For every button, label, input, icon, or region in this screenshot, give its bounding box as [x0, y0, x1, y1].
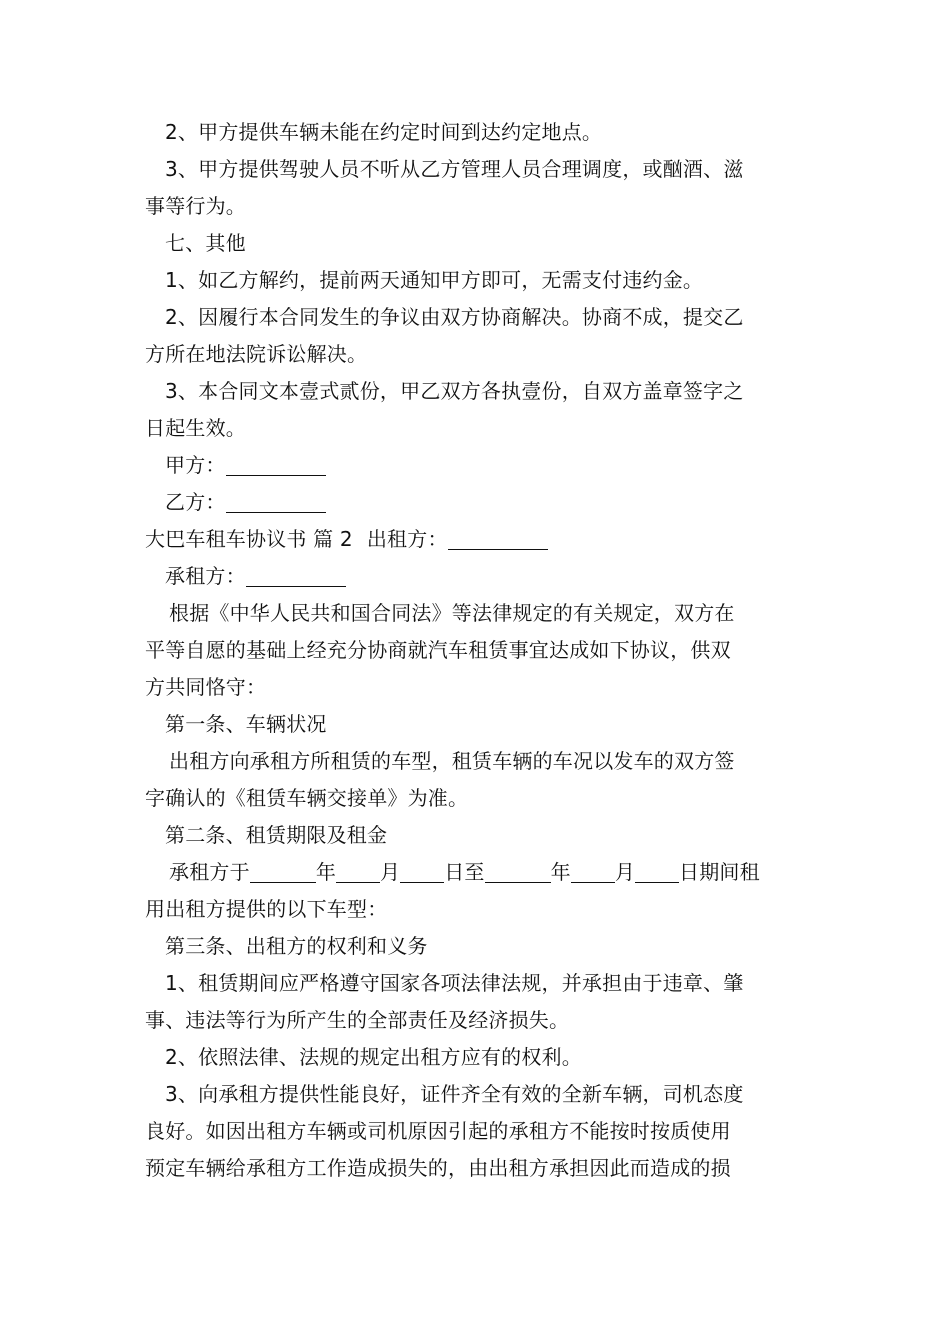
clause-line-continued: 方所在地法院诉讼解决。 — [145, 342, 368, 366]
lease-period-text: 日期间租 — [679, 860, 760, 884]
party-a-label: 甲方： — [165, 453, 226, 477]
paragraph-line: 出租方向承租方所租赁的车型，租赁车辆的车况以发车的双方签 — [169, 749, 735, 773]
clause-line-continued: 事等行为。 — [145, 194, 246, 218]
end-day-blank — [635, 860, 679, 883]
lease-period-text: 年 — [315, 860, 337, 884]
article-heading: 第二条、租赁期限及租金 — [165, 823, 388, 847]
clause-line-continued: 日起生效。 — [145, 416, 246, 440]
clause-line: 2、甲方提供车辆未能在约定时间到达约定地点。 — [165, 120, 603, 144]
article-heading: 第三条、出租方的权利和义务 — [165, 934, 428, 958]
lessee-line — [145, 558, 810, 595]
section-heading-other: 七、其他 — [165, 231, 246, 255]
lease-period-text: 月 — [614, 860, 636, 884]
clause-line-continued: 事、违法等行为所产生的全部责任及经济损失。 — [145, 1008, 570, 1032]
paragraph-line: 字确认的《租赁车辆交接单》为准。 — [145, 786, 469, 810]
end-month-blank — [571, 860, 615, 883]
article-heading: 第一条、车辆状况 — [165, 712, 327, 736]
start-day-blank — [400, 860, 444, 883]
lessee-label: 承租方： — [165, 564, 246, 588]
party-b-blank — [226, 490, 326, 513]
agreement-title: 大巴车租车协议书 篇 2 — [145, 527, 353, 551]
clause-line-continued: 良好。如因出租方车辆或司机原因引起的承租方不能按时按质使用 — [145, 1119, 731, 1143]
clause-line: 2、依照法律、法规的规定出租方应有的权利。 — [165, 1045, 582, 1069]
paragraph-line: 方共同恪守： — [145, 675, 267, 699]
end-year-blank — [485, 860, 551, 883]
clause-line: 3、甲方提供驾驶人员不听从乙方管理人员合理调度，或酗酒、滋 — [165, 157, 744, 181]
clause-line: 3、向承租方提供性能良好，证件齐全有效的全新车辆，司机态度 — [165, 1082, 744, 1106]
second-agreement-title-line — [145, 521, 810, 558]
party-a-blank — [226, 453, 326, 476]
lessor-blank — [448, 527, 548, 550]
party-b-label: 乙方： — [165, 490, 226, 514]
lease-period-text: 月 — [380, 860, 401, 884]
clause-line: 3、本合同文本壹式贰份，甲乙双方各执壹份，自双方盖章签字之 — [165, 379, 744, 403]
paragraph-line: 用出租方提供的以下车型： — [145, 897, 388, 921]
party-a-signature-line — [145, 447, 810, 484]
lease-period-text: 年 — [550, 860, 571, 884]
document-body — [145, 114, 810, 1187]
lease-period-text: 承租方于 — [169, 860, 250, 884]
lease-period-text: 日至 — [444, 860, 485, 884]
paragraph-line: 根据《中华人民共和国合同法》等法律规定的有关规定，双方在 — [169, 601, 735, 625]
paragraph-line: 平等自愿的基础上经充分协商就汽车租赁事宜达成如下协议，供双 — [145, 638, 731, 662]
clause-line: 1、租赁期间应严格遵守国家各项法律法规，并承担由于违章、肇 — [165, 971, 744, 995]
lease-period-line — [145, 854, 810, 891]
lessee-blank — [246, 564, 346, 587]
lessor-label: 出租方： — [366, 527, 448, 551]
start-month-blank — [336, 860, 380, 883]
clause-line-continued: 预定车辆给承租方工作造成损失的，由出租方承担因此而造成的损 — [145, 1156, 731, 1180]
party-b-signature-line — [145, 484, 810, 521]
clause-line: 1、如乙方解约，提前两天通知甲方即可，无需支付违约金。 — [165, 268, 704, 292]
start-year-blank — [250, 860, 316, 883]
clause-line: 2、因履行本合同发生的争议由双方协商解决。协商不成，提交乙 — [165, 305, 744, 329]
